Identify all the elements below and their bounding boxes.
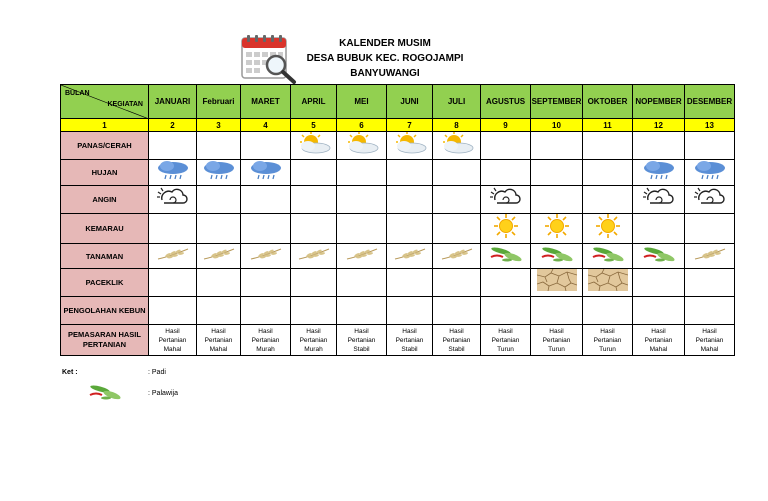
calendar-cell bbox=[149, 214, 197, 244]
calendar-cell bbox=[583, 244, 633, 269]
market-cell bbox=[583, 325, 633, 356]
activity-label: ANGIN bbox=[61, 186, 149, 214]
calendar-cell bbox=[685, 186, 735, 214]
activity-label: TANAMAN bbox=[61, 244, 149, 269]
month-header: DESEMBER bbox=[685, 85, 735, 119]
market-text: Hasil bbox=[549, 327, 564, 335]
month-header: JULI bbox=[433, 85, 481, 119]
market-text: Pertanian bbox=[395, 336, 424, 344]
palawija-icon bbox=[487, 245, 525, 268]
calendar-cell bbox=[197, 244, 241, 269]
title-line2: DESA BUBUK KEC. ROGOJAMPI bbox=[306, 53, 464, 64]
column-number: 3 bbox=[197, 119, 241, 132]
calendar-cell bbox=[291, 297, 337, 325]
calendar-cell bbox=[337, 214, 387, 244]
column-number: 5 bbox=[291, 119, 337, 132]
market-row bbox=[61, 325, 735, 356]
calendar-cell bbox=[241, 269, 291, 297]
legend-palawija: : Palawija bbox=[148, 390, 178, 397]
month-header: NOPEMBER bbox=[633, 85, 685, 119]
market-text: Pertanian bbox=[158, 336, 187, 344]
calendar-cell bbox=[481, 186, 531, 214]
calendar-cell bbox=[149, 160, 197, 186]
market-text: Pertanian bbox=[442, 336, 471, 344]
calendar-cell bbox=[481, 269, 531, 297]
calendar-cell bbox=[241, 244, 291, 269]
market-cell bbox=[291, 325, 337, 356]
padi-icon bbox=[693, 247, 727, 266]
calendar-cell bbox=[291, 132, 337, 160]
activity-label: KEMARAU bbox=[61, 214, 149, 244]
market-cell bbox=[433, 325, 481, 356]
calendar-cell bbox=[633, 160, 685, 186]
market-text: Pertanian bbox=[593, 336, 622, 344]
calendar-cell bbox=[149, 132, 197, 160]
market-text: Hasil bbox=[449, 327, 464, 335]
calendar-cell bbox=[481, 132, 531, 160]
calendar-cell bbox=[433, 160, 481, 186]
market-text: Hasil bbox=[165, 327, 180, 335]
calendar-cell bbox=[291, 214, 337, 244]
market-text: Turun bbox=[548, 345, 565, 353]
market-text: Hasil bbox=[402, 327, 417, 335]
calendar-cell bbox=[685, 297, 735, 325]
calendar-cell bbox=[685, 160, 735, 186]
calendar-cell bbox=[291, 269, 337, 297]
rain-cloud-icon bbox=[248, 160, 284, 185]
market-text: Hasil bbox=[306, 327, 321, 335]
market-cell bbox=[531, 325, 583, 356]
wind-icon bbox=[156, 186, 190, 213]
month-header: APRIL bbox=[291, 85, 337, 119]
column-number: 1 bbox=[61, 119, 149, 132]
calendar-cell bbox=[337, 297, 387, 325]
calendar-cell bbox=[241, 186, 291, 214]
month-header: MARET bbox=[241, 85, 291, 119]
padi-icon bbox=[202, 247, 236, 266]
calendar-cell bbox=[387, 297, 433, 325]
market-text: Pertanian bbox=[347, 336, 376, 344]
market-text: Pertanian bbox=[491, 336, 520, 344]
market-cell bbox=[149, 325, 197, 356]
activity-row bbox=[61, 297, 735, 325]
calendar-cell bbox=[685, 244, 735, 269]
column-number: 10 bbox=[531, 119, 583, 132]
legend-palawija-icon bbox=[86, 383, 124, 406]
calendar-cell bbox=[481, 160, 531, 186]
calendar-cell bbox=[433, 214, 481, 244]
sun-cloud-icon bbox=[437, 132, 477, 159]
sun-cloud-icon bbox=[342, 132, 382, 159]
month-header: JUNI bbox=[387, 85, 433, 119]
market-text: Stabil bbox=[448, 345, 465, 353]
rain-cloud-icon bbox=[641, 160, 677, 185]
calendar-cell bbox=[291, 160, 337, 186]
calendar-cell bbox=[633, 244, 685, 269]
calendar-cell bbox=[149, 297, 197, 325]
cracked-soil-icon bbox=[588, 269, 628, 296]
rain-cloud-icon bbox=[692, 160, 728, 185]
calendar-cell bbox=[197, 132, 241, 160]
calendar-cell bbox=[337, 160, 387, 186]
calendar-cell bbox=[197, 269, 241, 297]
palawija-icon bbox=[640, 245, 678, 268]
activity-label: PANAS/CERAH bbox=[61, 132, 149, 160]
wind-icon bbox=[693, 186, 727, 213]
market-cell bbox=[337, 325, 387, 356]
market-text: Pertanian bbox=[542, 336, 571, 344]
calendar-cell bbox=[633, 297, 685, 325]
calendar-cell bbox=[633, 269, 685, 297]
market-text: Murah bbox=[304, 345, 323, 353]
calendar-cell bbox=[387, 132, 433, 160]
sun-icon bbox=[544, 214, 570, 243]
calendar-cell bbox=[531, 214, 583, 244]
month-header: OKTOBER bbox=[583, 85, 633, 119]
calendar-cell bbox=[583, 132, 633, 160]
market-text: Hasil bbox=[702, 327, 717, 335]
calendar-cell bbox=[241, 132, 291, 160]
wind-icon bbox=[489, 186, 523, 213]
market-text: Hasil bbox=[600, 327, 615, 335]
sun-icon bbox=[493, 214, 519, 243]
column-number: 11 bbox=[583, 119, 633, 132]
activity-row bbox=[61, 186, 735, 214]
sun-cloud-icon bbox=[390, 132, 430, 159]
padi-icon bbox=[297, 247, 331, 266]
padi-icon bbox=[345, 247, 379, 266]
market-cell bbox=[387, 325, 433, 356]
market-text: Turun bbox=[599, 345, 616, 353]
calendar-cell bbox=[433, 186, 481, 214]
calendar-cell bbox=[531, 160, 583, 186]
calendar-cell bbox=[197, 214, 241, 244]
title-line3: BANYUWANGI bbox=[350, 68, 420, 79]
calendar-cell bbox=[387, 214, 433, 244]
calendar-cell bbox=[241, 214, 291, 244]
calendar-cell bbox=[685, 214, 735, 244]
calendar-cell bbox=[481, 297, 531, 325]
legend-padi: : Padi bbox=[148, 369, 166, 376]
calendar-cell bbox=[685, 132, 735, 160]
month-header-row bbox=[61, 85, 735, 119]
calendar-cell bbox=[241, 297, 291, 325]
calendar-cell bbox=[583, 160, 633, 186]
calendar-cell bbox=[387, 269, 433, 297]
calendar-cell bbox=[197, 186, 241, 214]
calendar-cell bbox=[337, 244, 387, 269]
calendar-cell bbox=[685, 269, 735, 297]
month-header: SEPTEMBER bbox=[531, 85, 583, 119]
market-text: Turun bbox=[497, 345, 514, 353]
column-number: 13 bbox=[685, 119, 735, 132]
season-calendar-table bbox=[60, 84, 735, 356]
calendar-cell bbox=[481, 214, 531, 244]
column-number: 6 bbox=[337, 119, 387, 132]
market-text: Hasil bbox=[354, 327, 369, 335]
kegiatan-label: KEGIATAN bbox=[107, 101, 143, 108]
calendar-cell bbox=[531, 132, 583, 160]
sun-icon bbox=[595, 214, 621, 243]
market-text: Pertanian bbox=[204, 336, 233, 344]
month-header: JANUARI bbox=[149, 85, 197, 119]
title-line1: KALENDER MUSIM bbox=[339, 38, 431, 49]
rain-cloud-icon bbox=[201, 160, 237, 185]
activity-row bbox=[61, 244, 735, 269]
market-text: Mahal bbox=[163, 345, 182, 353]
column-number: 7 bbox=[387, 119, 433, 132]
market-cell bbox=[633, 325, 685, 356]
calendar-cell bbox=[433, 244, 481, 269]
market-cell bbox=[197, 325, 241, 356]
number-row bbox=[61, 119, 735, 132]
market-cell bbox=[685, 325, 735, 356]
calendar-cell bbox=[149, 186, 197, 214]
month-header: AGUSTUS bbox=[481, 85, 531, 119]
calendar-cell bbox=[291, 186, 337, 214]
market-text: Hasil bbox=[651, 327, 666, 335]
calendar-cell bbox=[387, 160, 433, 186]
calendar-cell bbox=[337, 132, 387, 160]
padi-icon bbox=[393, 247, 427, 266]
calendar-cell bbox=[433, 297, 481, 325]
calendar-cell bbox=[387, 186, 433, 214]
market-text: Stabil bbox=[353, 345, 370, 353]
calendar-cell bbox=[241, 160, 291, 186]
calendar-cell bbox=[583, 214, 633, 244]
activity-label: PENGOLAHAN KEBUN bbox=[61, 297, 149, 325]
calendar-cell bbox=[531, 244, 583, 269]
activity-row bbox=[61, 214, 735, 244]
bulan-kegiatan-header bbox=[61, 85, 149, 119]
column-number: 4 bbox=[241, 119, 291, 132]
activity-row bbox=[61, 269, 735, 297]
month-header: MEI bbox=[337, 85, 387, 119]
calendar-cell bbox=[149, 269, 197, 297]
calendar-cell bbox=[387, 244, 433, 269]
calendar-cell bbox=[291, 244, 337, 269]
market-cell bbox=[481, 325, 531, 356]
market-text: Pertanian bbox=[299, 336, 328, 344]
month-header: Februari bbox=[197, 85, 241, 119]
market-text: Hasil bbox=[258, 327, 273, 335]
market-label: PEMASARAN HASIL PERTANIAN bbox=[61, 325, 149, 356]
column-number: 12 bbox=[633, 119, 685, 132]
palawija-icon bbox=[589, 245, 627, 268]
calendar-cell bbox=[583, 186, 633, 214]
calendar-cell bbox=[531, 269, 583, 297]
calendar-cell bbox=[531, 186, 583, 214]
calendar-cell bbox=[633, 186, 685, 214]
market-text: Pertanian bbox=[695, 336, 724, 344]
market-text: Pertanian bbox=[644, 336, 673, 344]
calendar-cell bbox=[337, 269, 387, 297]
calendar-cell bbox=[197, 297, 241, 325]
market-cell bbox=[241, 325, 291, 356]
market-text: Hasil bbox=[211, 327, 226, 335]
calendar-cell bbox=[481, 244, 531, 269]
calendar-cell bbox=[583, 269, 633, 297]
column-number: 8 bbox=[433, 119, 481, 132]
rain-cloud-icon bbox=[155, 160, 191, 185]
market-text: Mahal bbox=[700, 345, 719, 353]
calendar-cell bbox=[433, 132, 481, 160]
calendar-cell bbox=[531, 297, 583, 325]
padi-icon bbox=[440, 247, 474, 266]
padi-icon bbox=[156, 247, 190, 266]
market-text: Murah bbox=[256, 345, 275, 353]
cracked-soil-icon bbox=[537, 269, 577, 296]
market-text: Mahal bbox=[209, 345, 228, 353]
market-text: Hasil bbox=[498, 327, 513, 335]
padi-icon bbox=[249, 247, 283, 266]
market-text: Mahal bbox=[649, 345, 668, 353]
calendar-cell bbox=[149, 244, 197, 269]
calendar-cell bbox=[337, 186, 387, 214]
title-block bbox=[290, 36, 480, 81]
activity-row bbox=[61, 160, 735, 186]
wind-icon bbox=[642, 186, 676, 213]
palawija-icon bbox=[538, 245, 576, 268]
calendar-cell bbox=[433, 269, 481, 297]
calendar-cell bbox=[583, 297, 633, 325]
bulan-label: BULAN bbox=[65, 90, 90, 97]
column-number: 9 bbox=[481, 119, 531, 132]
calendar-cell bbox=[633, 214, 685, 244]
activity-label: HUJAN bbox=[61, 160, 149, 186]
calendar-cell bbox=[633, 132, 685, 160]
column-number: 2 bbox=[149, 119, 197, 132]
legend-ket: Ket : bbox=[62, 369, 78, 376]
sun-cloud-icon bbox=[294, 132, 334, 159]
market-text: Pertanian bbox=[251, 336, 280, 344]
market-text: Stabil bbox=[401, 345, 418, 353]
activity-label: PACEKLIK bbox=[61, 269, 149, 297]
calendar-cell bbox=[197, 160, 241, 186]
activity-row bbox=[61, 132, 735, 160]
